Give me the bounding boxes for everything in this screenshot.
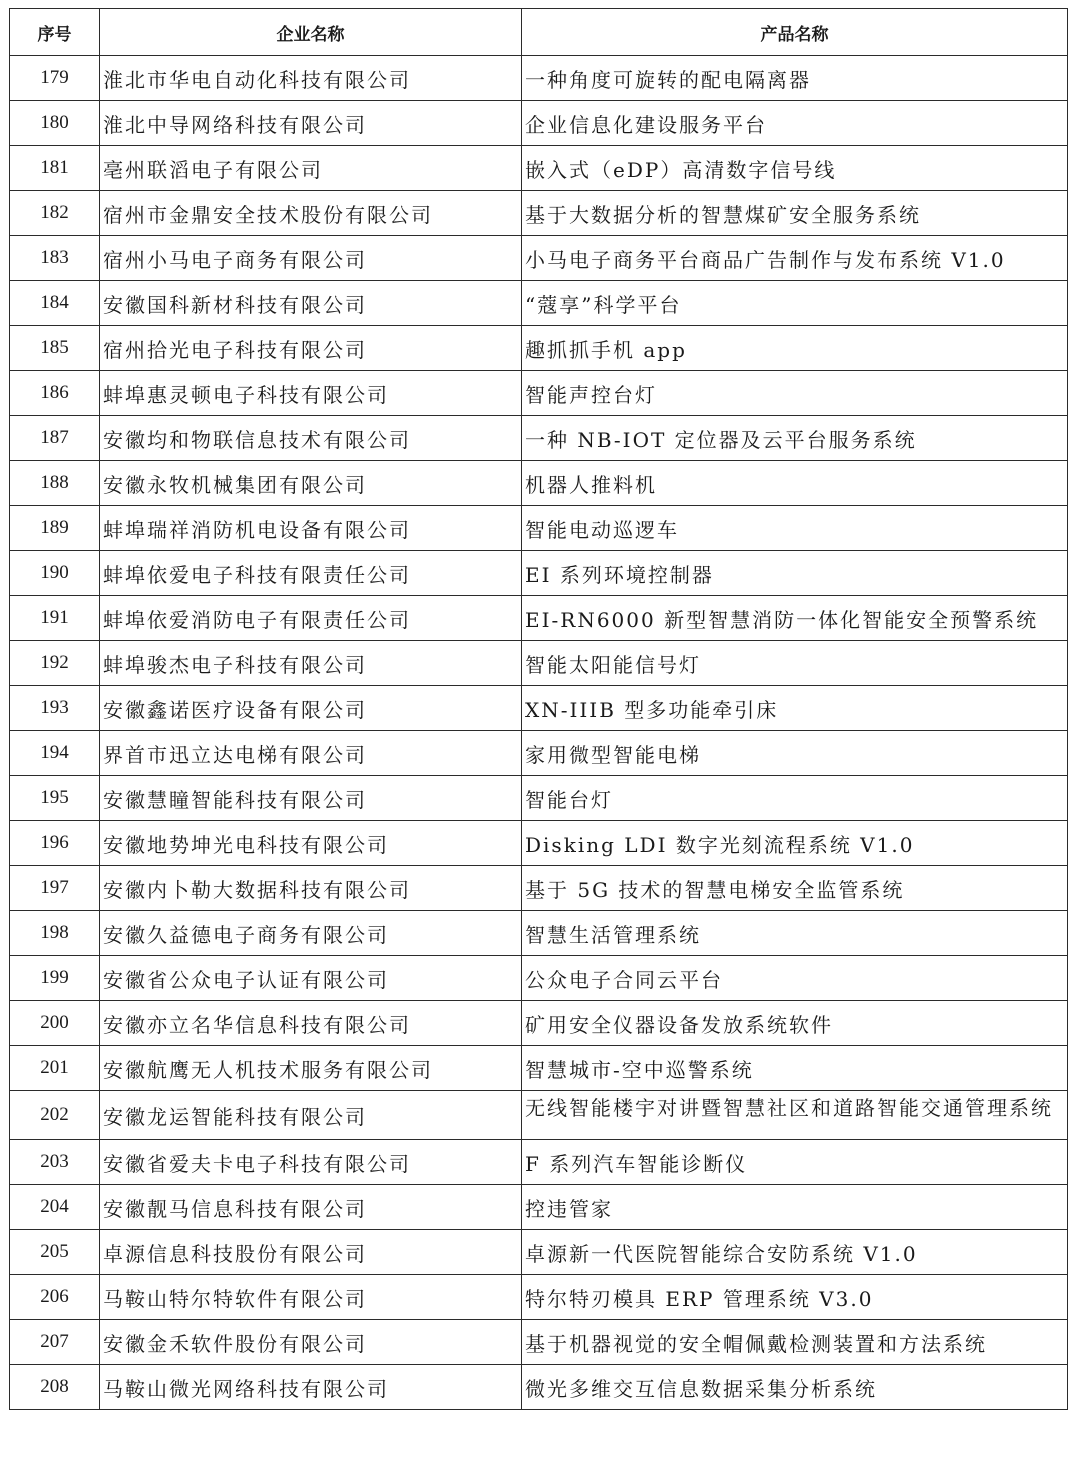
row-product: 智能台灯 xyxy=(522,776,1068,821)
row-company: 蚌埠惠灵顿电子科技有限公司 xyxy=(100,371,522,416)
row-num: 181 xyxy=(10,146,100,191)
row-num: 192 xyxy=(10,641,100,686)
row-product: 趣抓抓手机 app xyxy=(522,326,1068,371)
row-product: 一种角度可旋转的配电隔离器 xyxy=(522,56,1068,101)
table-row xyxy=(10,56,1068,101)
table-row xyxy=(10,686,1068,731)
row-company: 蚌埠骏杰电子科技有限公司 xyxy=(100,641,522,686)
row-company: 安徽龙运智能科技有限公司 xyxy=(100,1091,522,1140)
table-row xyxy=(10,866,1068,911)
table-row xyxy=(10,1091,1068,1140)
row-num: 207 xyxy=(10,1320,100,1365)
row-num: 203 xyxy=(10,1140,100,1185)
row-product: 基于机器视觉的安全帽佩戴检测装置和方法系统 xyxy=(522,1320,1068,1365)
row-num: 179 xyxy=(10,56,100,101)
row-product: 智慧城市-空中巡警系统 xyxy=(522,1046,1068,1091)
row-company: 马鞍山微光网络科技有限公司 xyxy=(100,1365,522,1410)
table-row xyxy=(10,1001,1068,1046)
row-product: 公众电子合同云平台 xyxy=(522,956,1068,1001)
row-num: 201 xyxy=(10,1046,100,1091)
row-product: 矿用安全仪器设备发放系统软件 xyxy=(522,1001,1068,1046)
row-company: 安徽慧瞳智能科技有限公司 xyxy=(100,776,522,821)
row-company: 安徽省爱夫卡电子科技有限公司 xyxy=(100,1140,522,1185)
row-num: 184 xyxy=(10,281,100,326)
row-product: 基于大数据分析的智慧煤矿安全服务系统 xyxy=(522,191,1068,236)
table-row xyxy=(10,101,1068,146)
table-row xyxy=(10,1230,1068,1275)
row-num: 198 xyxy=(10,911,100,956)
row-company: 安徽亦立名华信息科技有限公司 xyxy=(100,1001,522,1046)
row-product: EI 系列环境控制器 xyxy=(522,551,1068,596)
row-num: 208 xyxy=(10,1365,100,1410)
row-product: XN-IIIB 型多功能牵引床 xyxy=(522,686,1068,731)
row-num: 193 xyxy=(10,686,100,731)
row-product: F 系列汽车智能诊断仪 xyxy=(522,1140,1068,1185)
table-header xyxy=(10,9,1068,56)
row-product: 特尔特刃模具 ERP 管理系统 V3.0 xyxy=(522,1275,1068,1320)
table-row xyxy=(10,1365,1068,1410)
table-body xyxy=(10,56,1068,1410)
row-product: 嵌入式（eDP）高清数字信号线 xyxy=(522,146,1068,191)
row-company: 安徽久益德电子商务有限公司 xyxy=(100,911,522,956)
row-company: 蚌埠瑞祥消防机电设备有限公司 xyxy=(100,506,522,551)
company-product-table xyxy=(9,8,1068,1410)
row-company: 安徽鑫诺医疗设备有限公司 xyxy=(100,686,522,731)
table-row xyxy=(10,776,1068,821)
table-row xyxy=(10,1185,1068,1230)
header-company: 企业名称 xyxy=(100,9,522,56)
row-num: 200 xyxy=(10,1001,100,1046)
row-product: 智能声控台灯 xyxy=(522,371,1068,416)
table-row xyxy=(10,1140,1068,1185)
row-num: 190 xyxy=(10,551,100,596)
row-product: 家用微型智能电梯 xyxy=(522,731,1068,776)
row-num: 187 xyxy=(10,416,100,461)
row-company: 安徽内卜勒大数据科技有限公司 xyxy=(100,866,522,911)
row-product: 卓源新一代医院智能综合安防系统 V1.0 xyxy=(522,1230,1068,1275)
table-row xyxy=(10,641,1068,686)
table-row xyxy=(10,551,1068,596)
row-company: 蚌埠依爱电子科技有限责任公司 xyxy=(100,551,522,596)
table-row xyxy=(10,146,1068,191)
row-company: 安徽省公众电子认证有限公司 xyxy=(100,956,522,1001)
row-company: 安徽航鹰无人机技术服务有限公司 xyxy=(100,1046,522,1091)
row-num: 182 xyxy=(10,191,100,236)
row-num: 185 xyxy=(10,326,100,371)
row-product: 智慧生活管理系统 xyxy=(522,911,1068,956)
row-product: EI-RN6000 新型智慧消防一体化智能安全预警系统 xyxy=(522,596,1068,641)
table-row xyxy=(10,1275,1068,1320)
row-num: 197 xyxy=(10,866,100,911)
row-num: 191 xyxy=(10,596,100,641)
row-product: 控违管家 xyxy=(522,1185,1068,1230)
table-row xyxy=(10,236,1068,281)
row-num: 186 xyxy=(10,371,100,416)
row-company: 宿州市金鼎安全技术股份有限公司 xyxy=(100,191,522,236)
row-product: 微光多维交互信息数据采集分析系统 xyxy=(522,1365,1068,1410)
table-row xyxy=(10,596,1068,641)
header-row xyxy=(10,9,1068,56)
row-num: 195 xyxy=(10,776,100,821)
row-company: 马鞍山特尔特软件有限公司 xyxy=(100,1275,522,1320)
table-row xyxy=(10,461,1068,506)
row-company: 安徽国科新材科技有限公司 xyxy=(100,281,522,326)
row-company: 淮北市华电自动化科技有限公司 xyxy=(100,56,522,101)
row-num: 202 xyxy=(10,1091,100,1140)
row-num: 204 xyxy=(10,1185,100,1230)
row-num: 194 xyxy=(10,731,100,776)
row-product: Disking LDI 数字光刻流程系统 V1.0 xyxy=(522,821,1068,866)
row-company: 卓源信息科技股份有限公司 xyxy=(100,1230,522,1275)
row-product: 小马电子商务平台商品广告制作与发布系统 V1.0 xyxy=(522,236,1068,281)
row-product: 企业信息化建设服务平台 xyxy=(522,101,1068,146)
row-product: 基于 5G 技术的智慧电梯安全监管系统 xyxy=(522,866,1068,911)
row-company: 安徽金禾软件股份有限公司 xyxy=(100,1320,522,1365)
row-company: 蚌埠依爱消防电子有限责任公司 xyxy=(100,596,522,641)
row-num: 188 xyxy=(10,461,100,506)
table-row xyxy=(10,1320,1068,1365)
row-company: 安徽永牧机械集团有限公司 xyxy=(100,461,522,506)
row-company: 淮北中导网络科技有限公司 xyxy=(100,101,522,146)
row-num: 199 xyxy=(10,956,100,1001)
row-company: 安徽均和物联信息技术有限公司 xyxy=(100,416,522,461)
row-company: 宿州小马电子商务有限公司 xyxy=(100,236,522,281)
row-num: 205 xyxy=(10,1230,100,1275)
row-company: 安徽地势坤光电科技有限公司 xyxy=(100,821,522,866)
row-num: 189 xyxy=(10,506,100,551)
row-product: 智能太阳能信号灯 xyxy=(522,641,1068,686)
row-num: 206 xyxy=(10,1275,100,1320)
table-row xyxy=(10,191,1068,236)
row-company: 安徽靓马信息科技有限公司 xyxy=(100,1185,522,1230)
row-company: 宿州拾光电子科技有限公司 xyxy=(100,326,522,371)
row-product: 智能电动巡逻车 xyxy=(522,506,1068,551)
table-row xyxy=(10,416,1068,461)
row-product: 一种 NB-IOT 定位器及云平台服务系统 xyxy=(522,416,1068,461)
table-row xyxy=(10,821,1068,866)
table-row xyxy=(10,371,1068,416)
table-row xyxy=(10,506,1068,551)
table-row xyxy=(10,731,1068,776)
row-num: 180 xyxy=(10,101,100,146)
row-product: “蔻享”科学平台 xyxy=(522,281,1068,326)
row-product: 机器人推料机 xyxy=(522,461,1068,506)
table-row xyxy=(10,281,1068,326)
row-num: 196 xyxy=(10,821,100,866)
table-row xyxy=(10,911,1068,956)
table-row xyxy=(10,956,1068,1001)
row-company: 亳州联滔电子有限公司 xyxy=(100,146,522,191)
header-num: 序号 xyxy=(10,9,100,56)
row-company: 界首市迅立达电梯有限公司 xyxy=(100,731,522,776)
table-row xyxy=(10,1046,1068,1091)
table-row xyxy=(10,326,1068,371)
row-num: 183 xyxy=(10,236,100,281)
header-product: 产品名称 xyxy=(522,9,1068,56)
row-product: 无线智能楼宇对讲暨智慧社区和道路智能交通管理系统 xyxy=(522,1091,1068,1140)
